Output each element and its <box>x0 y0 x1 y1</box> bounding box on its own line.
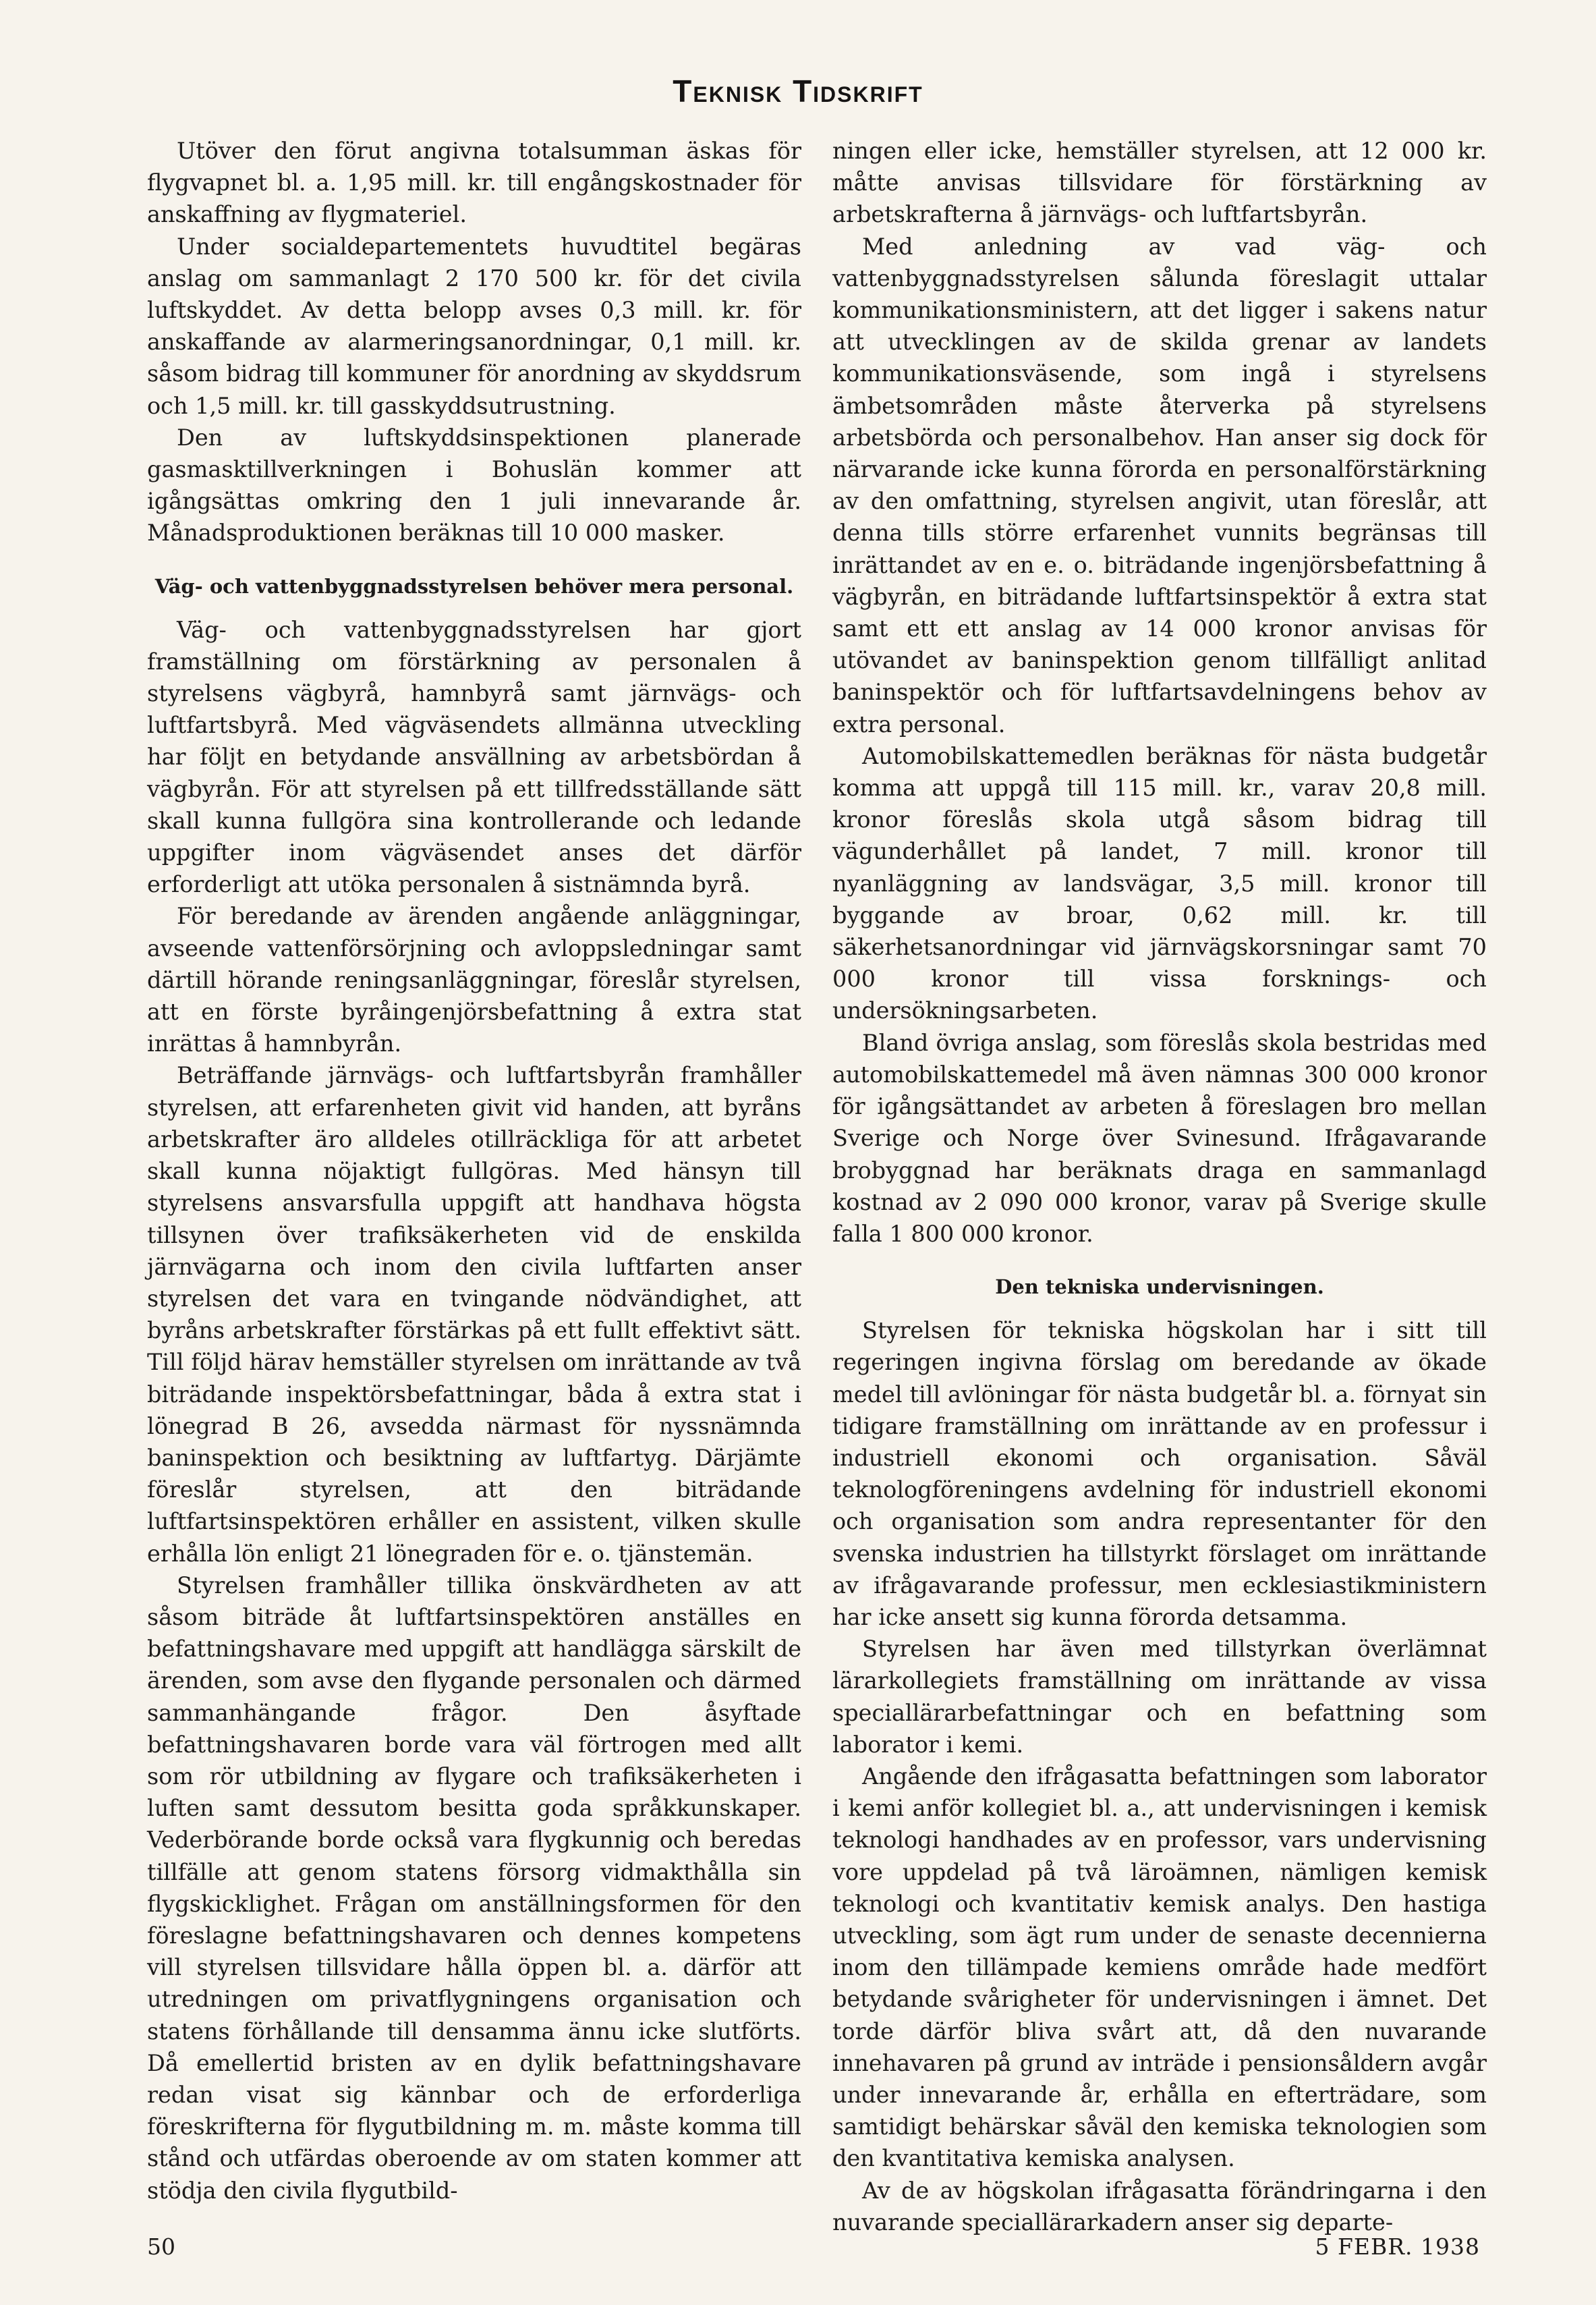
paragraph: Angående den ifrågasatta befattningen som laborator i kemi anför kollegiet bl. a., att undervisningen i kemisk teknologi handhades av en professor, vars undervisning vore uppdelad på två läroämnen, nämligen kemisk teknologi och kvantitativ kemisk analys. Den hastiga utveckling, som ägt rum under de senaste decennierna inom den tillämpade kemiens område hade medfört betydande svårigheter för undervisningen i ämnet. Det torde därför bliva svårt att, då den nuvarande innehavaren på grund av inträde i pensionsåldern avgår under innevarande år, erhålla en efterträdare, som samtidigt behärskar såväl den kemiska teknologien som den kvantitativa kemiska analysen. <box>832 1762 1487 2172</box>
paragraph: Utöver den förut angivna totalsumman äskas för flygvapnet bl. a. 1,95 mill. kr. till engångskostnader för anskaffning av flygmateriel. <box>147 138 801 228</box>
left-column <box>147 135 801 2206</box>
paragraph: Styrelsen har även med tillstyrkan överlämnat lärarkollegiets framställning om inrättande av vissa speciallärarbefattningar och en befattning som laborator i kemi. <box>832 1636 1487 1758</box>
paragraph: Med anledning av vad väg- och vattenbyggnadsstyrelsen sålunda föreslagit uttalar kommunikationsministern, att det ligger i sakens natur att utvecklingen av de skilda grenar av landets kommunikationsväsende, som ingå i styrelsens ämbetsområden måste återverka på styrelsens arbetsbörda och personalbehov. Han anser sig dock för närvarande icke kunna förorda en personalförstärkning av den omfattning, styrelsen angivit, utan föreslår, att denna tills större erfarenhet vunnits begränsas till inrättandet av en e. o. biträdande ingenjörsbefattning å vägbyrån, en biträdande luftfartsinspektör å extra stat samt ett ett anslag av 14 000 kronor anvisas för utövandet av baninspektion genom tillfälligt anlitad baninspektör och för luftfartsavdelningens behov av extra personal. <box>832 233 1487 738</box>
paragraph-continued: ningen eller icke, hemställer styrelsen, att 12 000 kr. måtte anvisas tillsvidare för förstärkning av arbetskrafterna å järnvägs- och luftfartsbyrån. <box>832 138 1487 228</box>
paragraph: Den av luftskyddsinspektionen planerade gasmasktillverkningen i Bohuslän kommer att igångsättas omkring den 1 juli innevarande år. Månadsproduktionen beräknas till 10 000 masker. <box>147 424 801 547</box>
paragraph: Väg- och vattenbyggnadsstyrelsen har gjort framställning om förstärkning av personalen å styrelsens vägbyrå, hamnbyrå samt järnvägs- och luftfartsbyrå. Med vägväsendets allmänna utveckling har följt en betydande ansvällning av arbetsbördan å vägbyrån. För att styrelsen på ett tillfredsställande sätt skall kunna fullgöra sina kontrollerande och ledande uppgifter inom vägväsendet anses det därför erforderligt att utöka personalen å sistnämnda byrå. <box>147 616 801 898</box>
paragraph: Av de av högskolan ifrågasatta förändringarna i den nuvarande speciallärarkadern anser sig departe- <box>832 2177 1487 2235</box>
paragraph: Styrelsen framhåller tillika önskvärdheten av att såsom biträde åt luftfartsinspektören anställes en befattningshavare med uppgift att handlägga särskilt de ärenden, som avse den flygande personalen och därmed sammanhängande frågor. Den åsyftade befattningshavaren borde vara väl förtrogen med allt som rör utbildning av flygare och trafiksäkerheten i luften samt dessutom besitta goda språkkunskaper. Vederbörande borde också vara flygkunnig och beredas tillfälle att genom statens försorg vidmakthålla sin flygskicklighet. Frågan om anställningsformen för den föreslagne befattningshavaren och dennes kompetens vill styrelsen tillsvidare hålla öppen bl. a. därför att utredningen om privatflygningens organisation och statens förhållande till densamma ännu icke slutförts. Då emellertid bristen av en dylik befattningshavare redan visat sig kännbar och de erforderliga föreskrifterna för flygutbildning m. m. måste komma till stånd och utfärdas oberoende av om staten kommer att stödja den civila flygutbild- <box>147 1572 801 2204</box>
section-heading: Den tekniska undervisningen. <box>995 1275 1324 1299</box>
paragraph: Under socialdepartementets huvudtitel begäras anslag om sammanlagt 2 170 500 kr. för det civila luftskyddet. Av detta belopp avses 0,3 mill. kr. för anskaffande av alarmeringsanordningar, 0,1 mill. kr. såsom bidrag till kommuner för anordning av skyddsrum och 1,5 mill. kr. till gasskyddsutrustning. <box>147 233 801 419</box>
right-column <box>832 135 1487 2238</box>
paragraph: För beredande av ärenden angående anläggningar, avseende vattenförsörjning och avloppsledningar samt därtill hörande reningsanläggningar, föreslår styrelsen, att en förste byråingenjörsbefattning å extra stat inrättas å hamnbyrån. <box>147 903 801 1057</box>
paragraph: Styrelsen för tekniska högskolan har i sitt till regeringen ingivna förslag om beredande av ökade medel till avlöningar för nästa budgetår bl. a. förnyat sin tidigare framställning om inrättande av en professur i industriell ekonomi och organisation. Såväl teknologföreningens avdelning för industriell ekonomi och organisation som andra representanter för den svenska industrien ha tillstyrkt förslaget om inrättande av ifrågavarande professur, men ecklesiastikministern har icke ansett sig kunna förorda detsamma. <box>832 1317 1487 1630</box>
page-number: 50 <box>147 2233 175 2260</box>
paragraph: Automobilskattemedlen beräknas för nästa budgetår komma att uppgå till 115 mill. kr., varav 20,8 mill. kronor föreslås skola utgå såsom bidrag till vägunderhållet på landet, 7 mill. kronor till nyanläggning av landsvägar, 3,5 mill. kronor till byggande av broar, 0,62 mill. kr. till säkerhetsanordningar vid järnvägskorsningar samt 70 000 kronor till vissa forsknings- och undersökningsarbeten. <box>832 742 1487 1024</box>
paragraph: Bland övriga anslag, som föreslås skola bestridas med automobilskattemedel må även nämnas 300 000 kronor för igångsättandet av arbeten å föreslagen bro mellan Sverige och Norge över Svinesund. Ifrågavarande brobyggnad har beräknats draga en sammanlagd kostnad av 2 090 000 kronor, varav på Sverige skulle falla 1 800 000 kronor. <box>832 1029 1487 1247</box>
issue-date: 5 FEBR. 1938 <box>1315 2233 1480 2260</box>
section-heading: Väg- och vattenbyggnadsstyrelsen behöver mera personal. <box>154 574 794 598</box>
journal-masthead: Teknisk Tidskrift <box>673 74 923 109</box>
paragraph: Beträffande järnvägs- och luftfartsbyrån framhåller styrelsen, att erfarenheten givit vid handen, att byråns arbetskrafter äro alldeles otillräckliga för att arbetet skall kunna nöjaktigt fullgöras. Med hänsyn till styrelsens ansvarsfulla uppgift att handhava högsta tillsynen över trafiksäkerheten vid de enskilda järnvägarna och inom den civila luftfarten anser styrelsen det vara en tvingande nödvändighet, att byråns arbetskrafter förstärkas på ett fullt effektivt sätt. Till följd härav hemställer styrelsen om inrättande av två biträdande inspektörsbefattningar, båda å extra stat i lönegrad B 26, avsedda närmast för nyssnämnda baninspektion och besiktning av luftfartyg. Därjämte föreslår styrelsen, att den biträdande luftfartsinspektören erhåller en assistent, vilken skulle erhålla lön enligt 21 lönegraden för e. o. tjänstemän. <box>147 1062 801 1567</box>
